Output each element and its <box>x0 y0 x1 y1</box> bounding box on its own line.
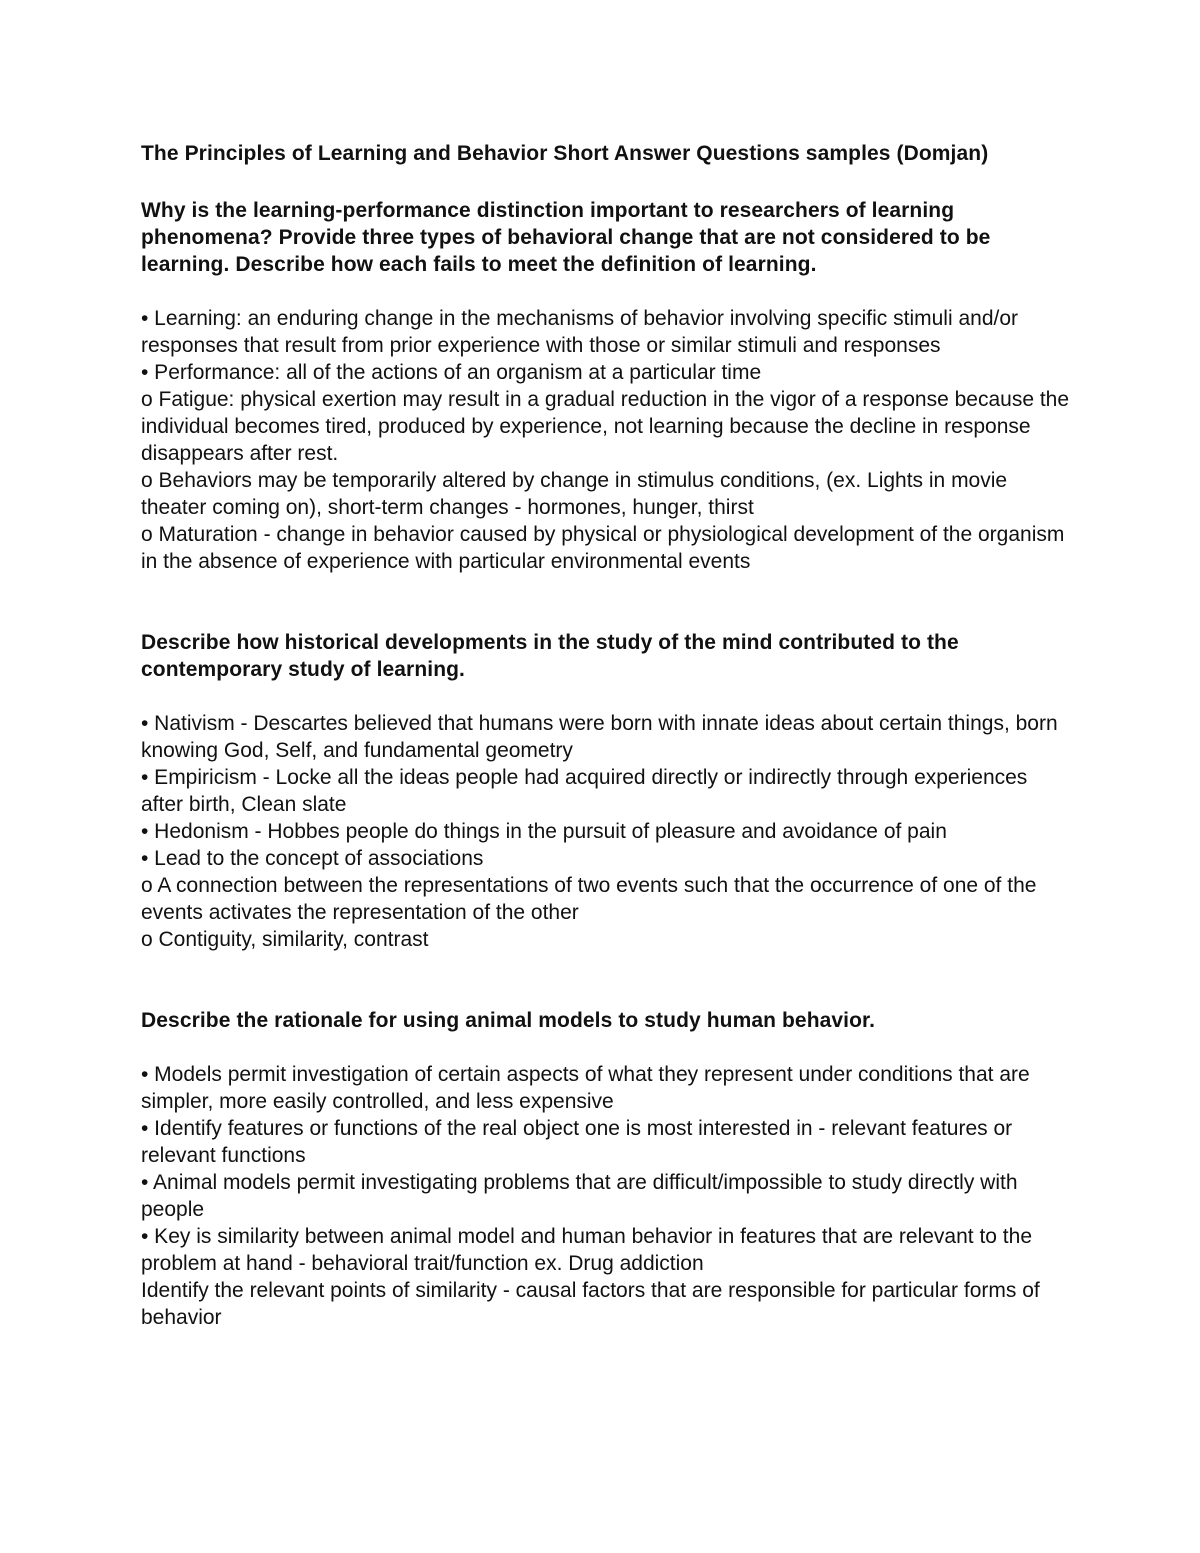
answer-line: o Behaviors may be temporarily altered by change in stimulus conditions, (ex. Lights in movie theater coming on), short-term changes - hormones, hunger, thirst <box>141 469 1008 519</box>
answer-line: • Nativism - Descartes believed that humans were born with innate ideas about certain things, born knowing God, Self, and fundamental geometry <box>141 712 1058 762</box>
question-section-2 <box>141 629 1071 953</box>
answer-line: o Fatigue: physical exertion may result in a gradual reduction in the vigor of a response because the individual becomes tired, produced by experience, not learning because the decline in response disappears after rest. <box>141 388 1070 465</box>
answer-list <box>141 305 1071 575</box>
question-heading: Describe the rationale for using animal models to study human behavior. <box>141 1009 876 1032</box>
answer-line: • Key is similarity between animal model and human behavior in features that are relevant to the problem at hand - behavioral trait/function ex. Drug addiction <box>141 1225 1032 1275</box>
answer-list <box>141 710 1071 953</box>
answer-line: o Maturation - change in behavior caused by physical or physiological development of the organism in the absence of experience with particular environmental events <box>141 523 1065 573</box>
document-title: The Principles of Learning and Behavior Short Answer Questions samples (Domjan) <box>141 142 989 165</box>
question-section-1 <box>141 197 1071 575</box>
answer-list <box>141 1061 1071 1331</box>
answer-line: o Contiguity, similarity, contrast <box>141 928 429 951</box>
answer-line: • Models permit investigation of certain aspects of what they represent under conditions that are simpler, more easily controlled, and less expensive <box>141 1063 1030 1113</box>
answer-line: • Identify features or functions of the real object one is most interested in - relevant features or relevant functions <box>141 1117 1013 1167</box>
question-heading: Why is the learning-performance distinction important to researchers of learning phenomena? Provide three types of behavioral change that are not considered to be learning. Describe how each fails to meet the definition of learning. <box>141 199 991 276</box>
answer-line: • Empiricism - Locke all the ideas people had acquired directly or indirectly through experiences after birth, Clean slate <box>141 766 1028 816</box>
question-section-3 <box>141 1007 1071 1331</box>
answer-line: • Animal models permit investigating problems that are difficult/impossible to study directly with people <box>141 1171 1018 1221</box>
answer-line: • Hedonism - Hobbes people do things in the pursuit of pleasure and avoidance of pain <box>141 820 947 843</box>
answer-line: • Performance: all of the actions of an organism at a particular time <box>141 361 762 384</box>
question-heading: Describe how historical developments in the study of the mind contributed to the contemporary study of learning. <box>141 631 959 681</box>
answer-line: • Learning: an enduring change in the mechanisms of behavior involving specific stimuli and/or responses that result from prior experience with those or similar stimuli and responses <box>141 307 1019 357</box>
answer-line: Identify the relevant points of similarity - causal factors that are responsible for particular forms of behavior <box>141 1279 1040 1329</box>
document-page <box>141 140 1071 1385</box>
answer-line: • Lead to the concept of associations <box>141 847 484 870</box>
answer-line: o A connection between the representations of two events such that the occurrence of one of the events activates the representation of the other <box>141 874 1037 924</box>
